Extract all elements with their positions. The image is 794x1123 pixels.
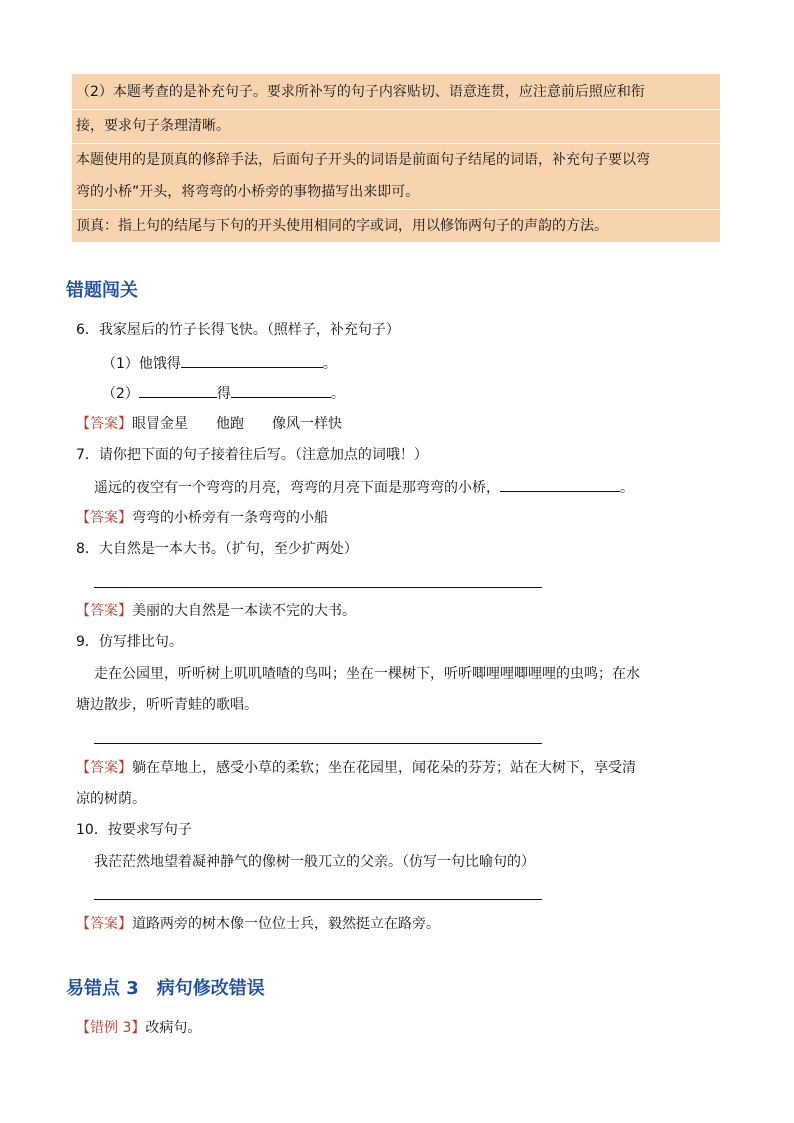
question-7-end: 。 bbox=[620, 480, 634, 496]
example-text: 改病句。 bbox=[145, 1020, 202, 1036]
question-8-answer bbox=[76, 601, 356, 621]
answer-part-2: 他跑 bbox=[216, 416, 244, 432]
analysis-box bbox=[72, 74, 720, 242]
answer-line[interactable] bbox=[94, 899, 542, 900]
question-9-text-2: 塘边散步，听听青蛙的歌唱。 bbox=[76, 697, 258, 713]
question-10-text: 我茫茫然地望着凝神静气的像树一般兀立的父亲。（仿写一句比喻句的） bbox=[94, 854, 535, 870]
analysis-line-3: 本题使用的是顶真的修辞手法，后面句子开头的词语是前面句子结尾的词语，补充句子要以弯 bbox=[76, 152, 650, 168]
answer-blank[interactable] bbox=[181, 353, 323, 368]
answer-tag: 【答案】 bbox=[76, 603, 132, 619]
question-7-text bbox=[94, 477, 634, 498]
answer-part-3: 像风一样快 bbox=[272, 416, 342, 432]
question-7-answer bbox=[76, 508, 328, 528]
question-7-prompt: 遥远的夜空有一个弯弯的月亮，弯弯的月亮下面是那弯弯的小桥， bbox=[94, 480, 500, 496]
question-8-stem: 8．大自然是一本大书。（扩句，至少扩两处） bbox=[76, 541, 358, 557]
answer-part-1: 眼冒金星 bbox=[132, 416, 188, 432]
analysis-line-2: 接，要求句子条理清晰。 bbox=[76, 118, 230, 134]
question-9-text-1: 走在公园里，听听树上叽叽喳喳的鸟叫；坐在一棵树下，听听唧哩哩唧哩哩的虫鸣；在水 bbox=[94, 666, 640, 682]
question-9-answer-2: 凉的树荫。 bbox=[76, 791, 146, 807]
sub-1-prefix: （1）他饿得 bbox=[102, 356, 181, 372]
analysis-line-4: 弯的小桥”开头，将弯弯的小桥旁的事物描写出来即可。 bbox=[76, 184, 420, 200]
answer-text: 躺在草地上，感受小草的柔软；坐在花园里，闻花朵的芬芳；站在大树下，享受清 bbox=[132, 760, 636, 776]
answer-tag: 【答案】 bbox=[76, 916, 132, 932]
answer-line[interactable] bbox=[94, 587, 542, 588]
sub-2-mid: 得 bbox=[216, 386, 231, 402]
section-title: 错题闯关 bbox=[66, 280, 138, 301]
section-title: 易错点 3 病句修改错误 bbox=[66, 978, 265, 999]
answer-blank[interactable] bbox=[231, 383, 331, 398]
answer-blank[interactable] bbox=[139, 383, 217, 398]
answer-tag: 【答案】 bbox=[76, 760, 132, 776]
question-6-sub-1 bbox=[102, 353, 337, 374]
divider bbox=[72, 109, 720, 110]
answer-tag: 【答案】 bbox=[76, 416, 132, 432]
example-tag: 【错例 3】 bbox=[76, 1020, 146, 1036]
question-7-stem: 7．请你把下面的句子接着往后写。（注意加点的词哦！） bbox=[76, 447, 428, 463]
question-6-stem: 6．我家屋后的竹子长得飞快。（照样子，补充句子） bbox=[76, 322, 400, 338]
question-6-answer bbox=[76, 414, 342, 434]
answer-text: 美丽的大自然是一本读不完的大书。 bbox=[132, 603, 356, 619]
question-6-sub-2 bbox=[102, 383, 345, 404]
analysis-line-5: 顶真：指上句的结尾与下句的开头使用相同的字或词，用以修饰两句子的声韵的方法。 bbox=[76, 218, 608, 234]
sub-1-suffix: 。 bbox=[322, 356, 337, 372]
example-line bbox=[76, 1018, 201, 1038]
divider bbox=[72, 209, 720, 210]
answer-blank[interactable] bbox=[500, 477, 620, 492]
question-10-answer bbox=[76, 914, 440, 934]
analysis-line-1: （2）本题考查的是补充句子。要求所补写的句子内容贴切、语意连贯，应注意前后照应和衔 bbox=[76, 84, 645, 100]
question-9-answer-1 bbox=[76, 758, 636, 778]
sub-2-suffix: 。 bbox=[330, 386, 345, 402]
answer-text: 弯弯的小桥旁有一条弯弯的小船 bbox=[132, 510, 328, 526]
answer-tag: 【答案】 bbox=[76, 510, 132, 526]
answer-text: 道路两旁的树木像一位位士兵，毅然挺立在路旁。 bbox=[132, 916, 440, 932]
sub-2-prefix: （2） bbox=[102, 386, 139, 402]
question-10-stem: 10．按要求写句子 bbox=[76, 822, 192, 838]
divider bbox=[72, 143, 720, 144]
question-9-stem: 9．仿写排比句。 bbox=[76, 634, 183, 650]
answer-line[interactable] bbox=[94, 743, 542, 744]
